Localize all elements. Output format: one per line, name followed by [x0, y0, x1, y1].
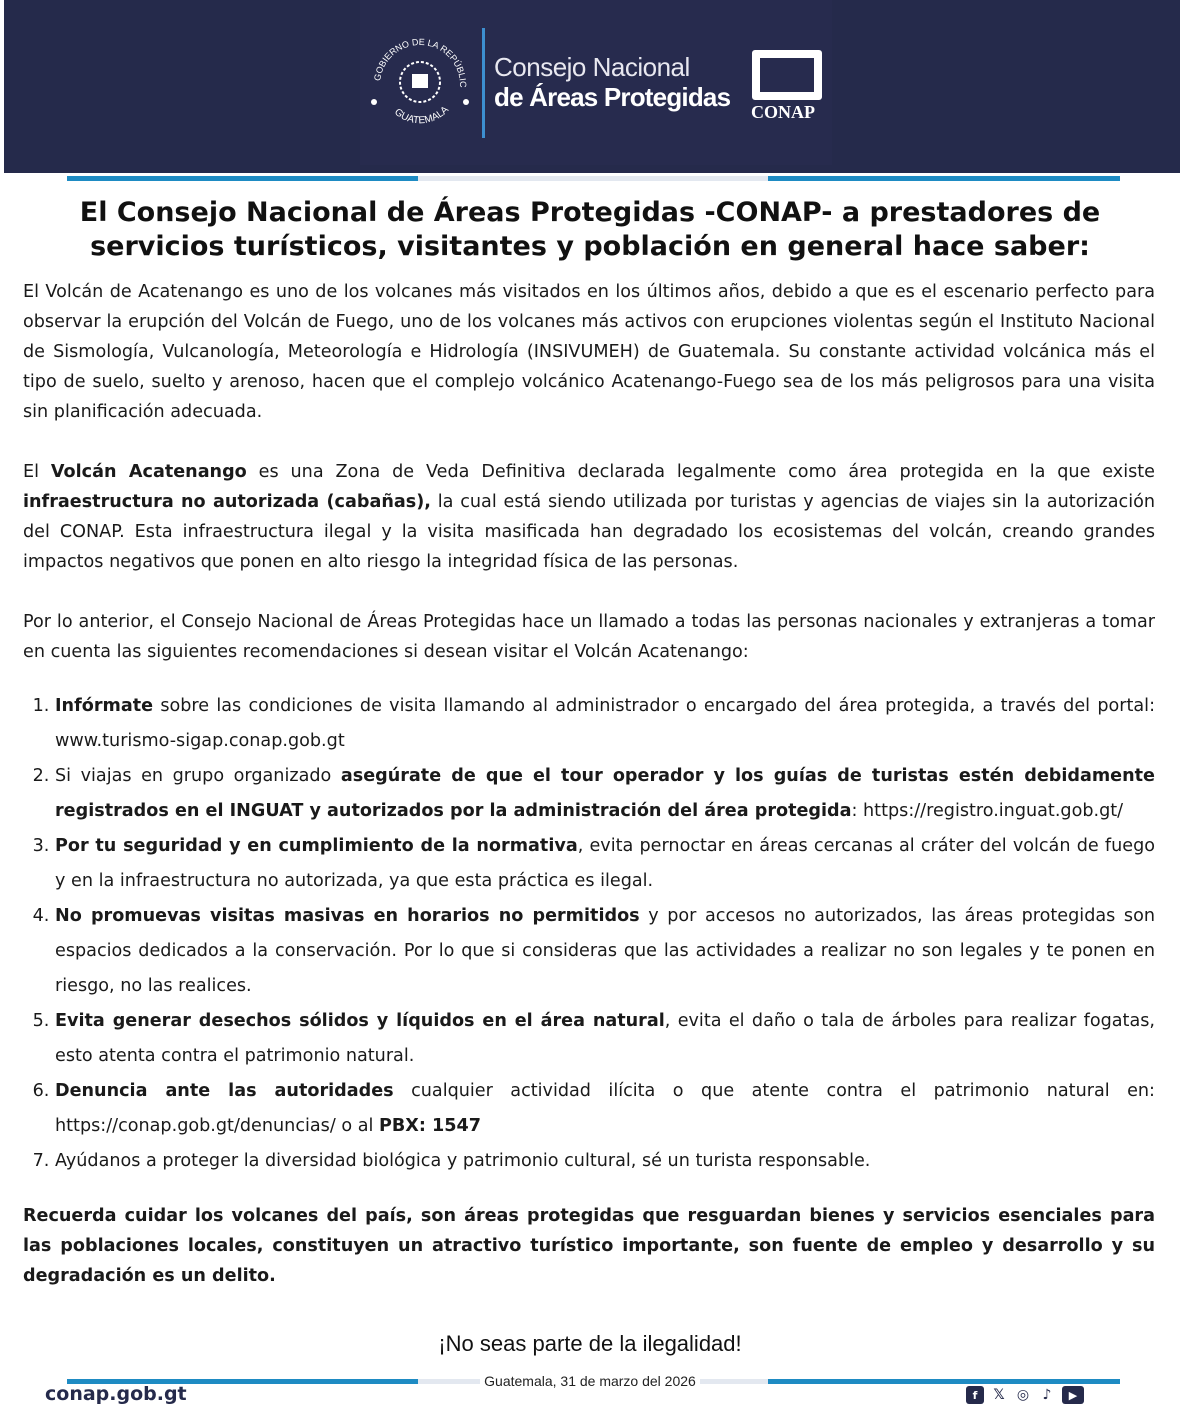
paragraph [23, 457, 1155, 577]
bold-text: Infórmate [55, 696, 154, 716]
divider-bar-right [768, 176, 1120, 181]
text-segment: , evita el daño o tala de árboles para realizar fogatas, esto atenta contra el patrimonio natural. [55, 1011, 1155, 1066]
closing-statement: Recuerda cuidar los volcanes del país, son áreas protegidas que resguardan bienes y servicios esenciales para las poblaciones locales, constituyen un atractivo turístico importante, son fuente de empleo y desarrollo y su degradación es un delito. [23, 1206, 1155, 1286]
notice-title: El Consejo Nacional de Áreas Protegidas -CONAP- a prestadores de servicios turísticos, visitantes y población en general hace saber: [79, 197, 1101, 262]
conap-logo-label: CONAP [751, 102, 815, 122]
slogan: ¡No seas parte de la ilegalidad! [438, 1331, 742, 1356]
x-icon[interactable]: 𝕏 [993, 1387, 1005, 1403]
social-icons [966, 1386, 1084, 1404]
recommendation-item [55, 829, 1155, 899]
paragraph [23, 277, 1155, 427]
text-segment: y por accesos no autorizados, las áreas protegidas son espacios dedicados a la conservación. Por lo que si consideras que las actividades a realizar no son legales y te ponen en riesgo, no las realices. [55, 906, 1155, 996]
notice-body [23, 277, 1155, 1291]
text-segment: Si viajas en grupo organizado [55, 766, 341, 786]
bold-text: Por tu seguridad y en cumplimiento de la normativa [55, 836, 578, 856]
svg-text:GUATEMALA: GUATEMALA [392, 104, 452, 127]
facebook-icon[interactable]: f [966, 1386, 984, 1404]
text-segment: cualquier actividad ilícita o que atente contra el patrimonio natural en: https://conap.gob.gt/denuncias/ o al [55, 1081, 1155, 1136]
bold-text: PBX: 1547 [378, 1116, 481, 1136]
recommendation-item [55, 899, 1155, 1004]
recommendation-item [55, 689, 1155, 759]
divider-bar-left [67, 176, 418, 181]
instagram-icon[interactable]: ◎ [1016, 1387, 1030, 1403]
text-segment: El [23, 462, 51, 482]
text-segment: : https://registro.inguat.gob.gt/ [851, 801, 1124, 821]
bold-text: Evita generar desechos sólidos y líquidos en el área natural [55, 1011, 665, 1031]
org-name-line2: de Áreas Protegidas [494, 82, 731, 112]
recommendation-item [55, 759, 1155, 829]
text-segment: Por lo anterior, el Consejo Nacional de Áreas Protegidas hace un llamado a todas las personas nacionales y extranjeras a tomar en cuenta las siguientes recomendaciones si desean visitar el Volcán Acatenango: [23, 612, 1155, 662]
bold-text: infraestructura no autorizada (cabañas), [23, 492, 431, 512]
text-segment: Ayúdanos a proteger la diversidad biológica y patrimonio cultural, sé un turista responsable. [55, 1151, 871, 1171]
org-name-line1: Consejo Nacional [494, 52, 690, 82]
tiktok-icon[interactable]: ♪ [1042, 1387, 1052, 1403]
text-segment: sobre las condiciones de visita llamando al administrador o encargado del área protegida, a través del portal: www.turismo-sigap.conap.gob.gt [55, 696, 1155, 751]
text-segment: , evita pernoctar en áreas cercanas al cráter del volcán de fuego y en la infraestructura no autorizada, ya que esta práctica es ilegal. [55, 836, 1155, 891]
text-segment: la cual está siendo utilizada por turistas y agencias de viajes sin la autorización del CONAP. Esta infraestructura ilegal y la visita masificada han degradado los ecosistemas del volcán, creando grandes impactos negativos que ponen en alto riesgo la integridad física de las personas. [23, 492, 1155, 572]
recommendation-item [55, 1074, 1155, 1144]
svg-text:GOBIERNO DE LA REPÚBLICA: GOBIERNO DE LA REPÚBLIC [372, 36, 469, 88]
header-divider [482, 28, 485, 138]
bold-text: Denuncia ante las autoridades [55, 1081, 394, 1101]
bold-text: asegúrate de que el tour operador y los guías de turistas estén debidamente registrados en el INGUAT y autorizados por la administración del área protegida [55, 766, 1155, 821]
recommendation-item [55, 1004, 1155, 1074]
divider-bar-center [418, 176, 768, 181]
paragraph [23, 607, 1155, 667]
text-segment: El Volcán de Acatenango es uno de los volcanes más visitados en los últimos años, debido a que es el escenario perfecto para observar la erupción del Volcán de Fuego, uno de los volcanes más activos con erupciones violentas según el Instituto Nacional de Sismología, Vulcanología, Meteorología e Hidrología (INSIVUMEH) de Guatemala. Su constante actividad volcánica más el tipo de suelo, suelto y arenoso, hacen que el complejo volcánico Acatenango-Fuego sea de los más peligrosos para una visita sin planificación adecuada. [23, 282, 1155, 422]
bold-text: Volcán Acatenango [50, 462, 247, 482]
text-segment: es una Zona de Veda Definitiva declarada legalmente como área protegida en la que existe [246, 462, 1155, 482]
youtube-icon[interactable]: ▶ [1062, 1386, 1084, 1404]
recommendation-item [55, 1144, 1155, 1179]
recommendations-list [23, 689, 1155, 1179]
website-link[interactable]: conap.gob.gt [45, 1383, 187, 1405]
conap-monkey-logo [752, 50, 822, 100]
guatemala-seal-logo [365, 30, 475, 140]
issue-date-text: Guatemala, 31 de marzo del 2026 [480, 1373, 700, 1389]
bold-text: No promuevas visitas masivas en horarios no permitidos [55, 906, 640, 926]
